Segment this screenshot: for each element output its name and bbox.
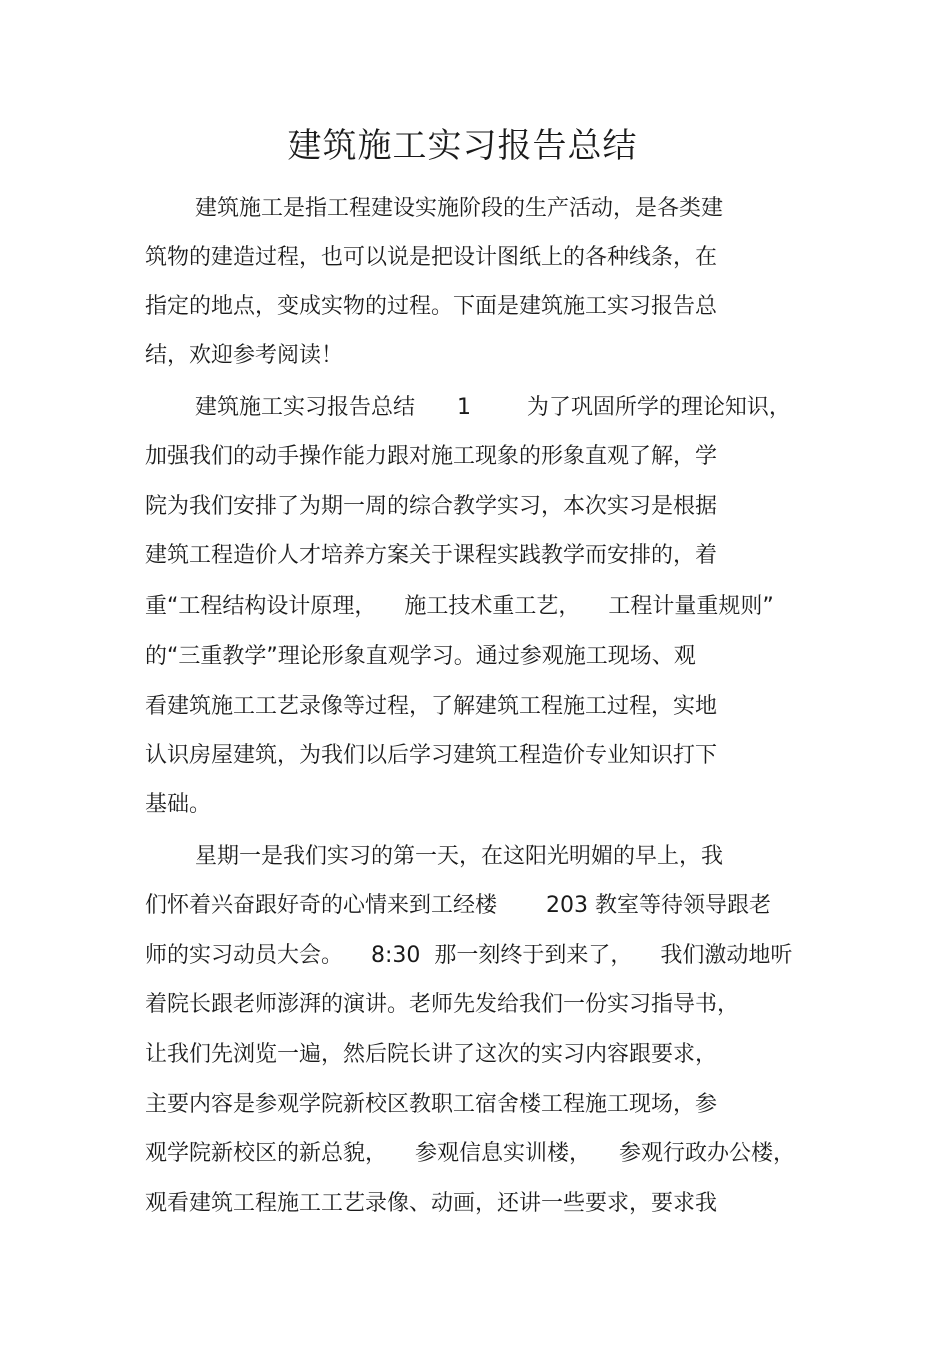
paragraph-line: 指定的地点，变成实物的过程。下面是建筑施工实习报告总	[145, 294, 718, 319]
paragraph-line: 主要内容是参观学院新校区教职工宿舍楼工程施工现场，参	[145, 1092, 718, 1117]
paragraph-line: 观学院新校区的新总貌， 参观信息实训楼， 参观行政办公楼，	[145, 1141, 795, 1166]
document-title: 建筑施工实习报告总结	[287, 126, 638, 166]
paragraph-line: 师的实习动员大会。 8:30 那一刻终于到来了， 我们激动地听	[145, 943, 793, 968]
paragraph-line: 建筑工程造价人才培养方案关于课程实践教学而安排的，着	[145, 543, 718, 568]
paragraph-line: 建筑施工是指工程建设实施阶段的生产活动，是各类建	[195, 196, 724, 221]
paragraph-line: 让我们先浏览一遍，然后院长讲了这次的实习内容跟要求，	[145, 1042, 718, 1067]
paragraph-line: 着院长跟老师澎湃的演讲。老师先发给我们一份实习指导书，	[145, 992, 740, 1017]
paragraph-line: 星期一是我们实习的第一天，在这阳光明媚的早上，我	[195, 844, 724, 869]
paragraph-line: 认识房屋建筑，为我们以后学习建筑工程造价专业知识打下	[145, 743, 718, 768]
paragraph-line: 们怀着兴奋跟好奇的心情来到工经楼 203 教室等待领导跟老	[145, 893, 771, 918]
paragraph-line: 基础。	[145, 792, 212, 817]
paragraph-line: 筑物的建造过程，也可以说是把设计图纸上的各种线条，在	[145, 245, 718, 270]
paragraph-line: 建筑施工实习报告总结 1 为了巩固所学的理论知识，	[195, 395, 791, 420]
paragraph-line: 重“工程结构设计原理， 施工技术重工艺， 工程计量重规则”	[145, 594, 774, 619]
paragraph-line: 的“三重教学”理论形象直观学习。通过参观施工现场、观	[145, 644, 696, 669]
paragraph-line: 观看建筑工程施工工艺录像、动画，还讲一些要求，要求我	[145, 1191, 718, 1216]
paragraph-line: 结，欢迎参考阅读！	[145, 343, 344, 368]
paragraph-line: 院为我们安排了为期一周的综合教学实习，本次实习是根据	[145, 494, 718, 519]
paragraph-line: 加强我们的动手操作能力跟对施工现象的形象直观了解，学	[145, 444, 718, 469]
paragraph-line: 看建筑施工工艺录像等过程，了解建筑工程施工过程，实地	[145, 694, 718, 719]
